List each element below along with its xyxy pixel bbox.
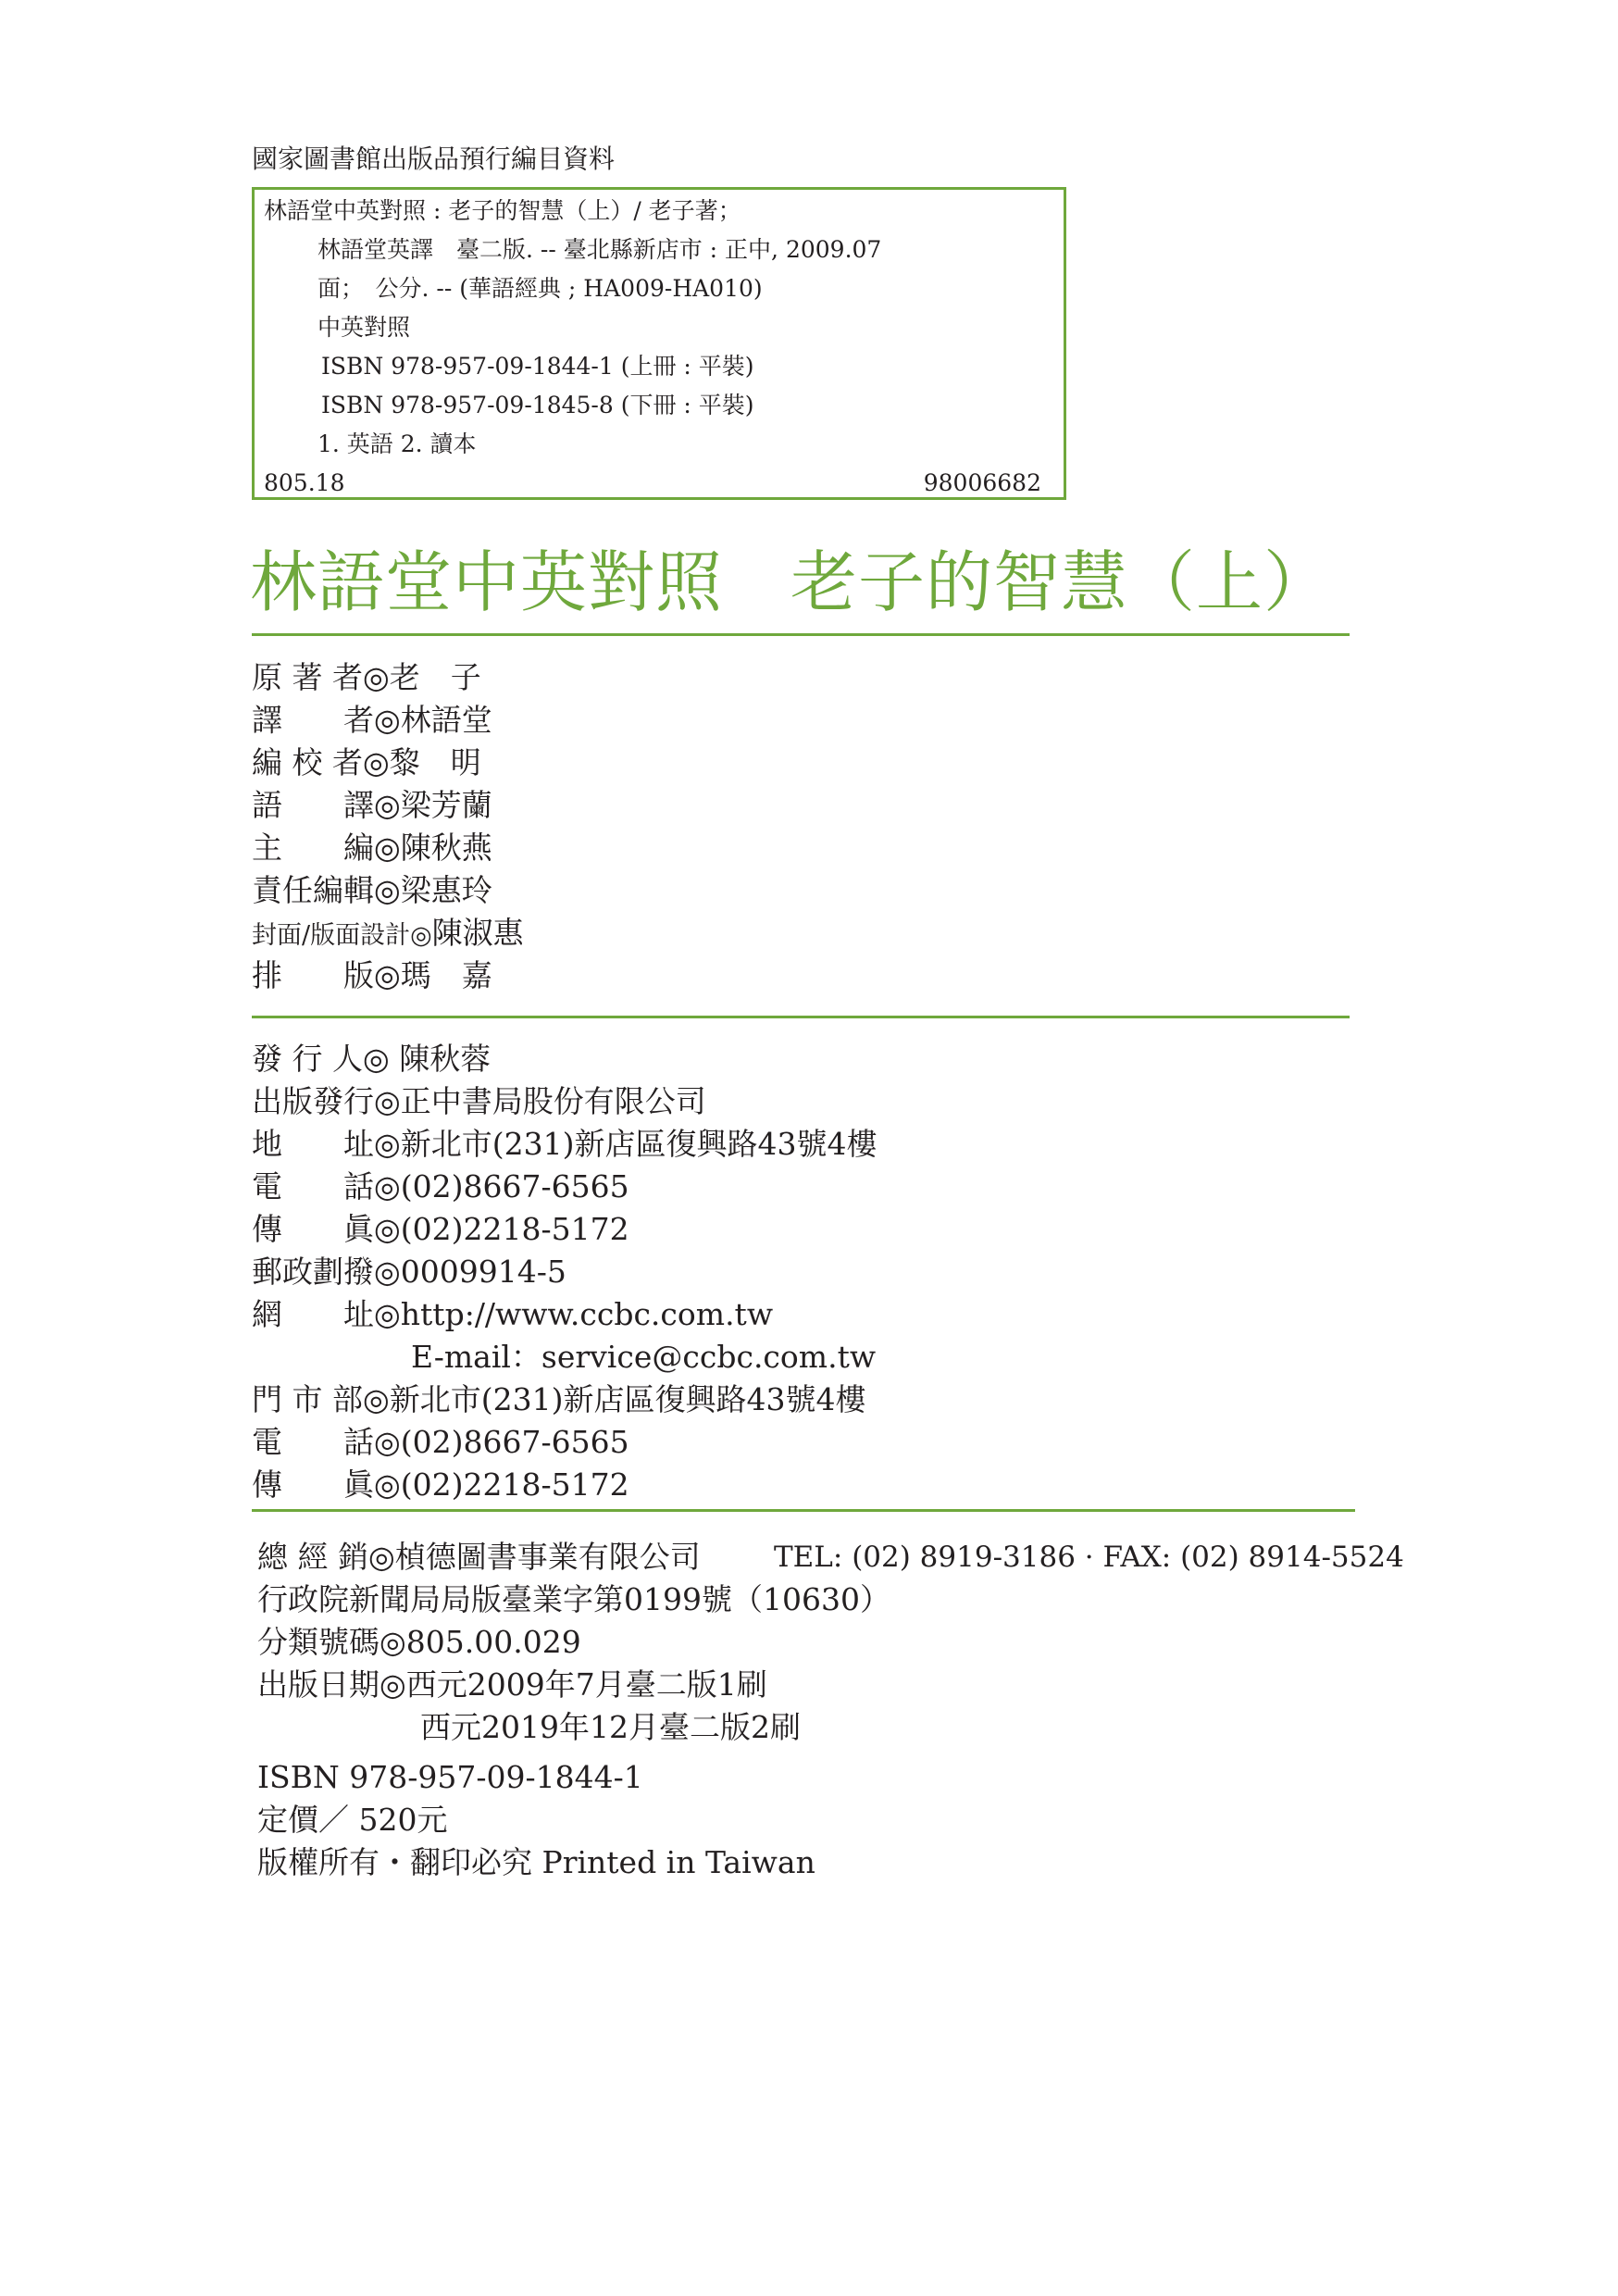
credit-label: 語 譯◎ [252, 787, 401, 823]
publisher-value: (02)2218-5172 [400, 1211, 629, 1247]
publisher-value: (02)8667-6565 [400, 1424, 629, 1460]
credit-value: 梁惠玲 [400, 872, 492, 908]
cip-line: ISBN 978-957-09-1845-8 (下冊 : 平裝) [321, 392, 754, 418]
cip-heading: 國家圖書館出版品預行編目資料 [252, 144, 616, 174]
publisher-row [252, 1124, 877, 1165]
website-link[interactable]: http://www.ccbc.com.tw [400, 1296, 774, 1332]
email-link[interactable]: E-mail：service@ccbc.com.tw [411, 1339, 877, 1375]
publisher-row [252, 1167, 629, 1207]
credit-label: 排 版◎ [252, 957, 401, 993]
credit-label: 編 校 者◎ [252, 744, 390, 780]
publisher-value: (02)2218-5172 [400, 1466, 629, 1503]
publisher-label: 網 址◎ [252, 1296, 401, 1332]
publisher-label: 郵政劃撥◎ [252, 1254, 401, 1290]
publisher-label: 門 市 部◎ [252, 1381, 390, 1417]
credit-row [252, 742, 481, 783]
credit-row [252, 955, 492, 996]
publisher-label: 發 行 人◎ [252, 1041, 400, 1077]
distributor-line: 總 經 銷◎楨德圖書事業有限公司 [257, 1539, 701, 1575]
publisher-label: 電 話◎ [252, 1424, 401, 1460]
publisher-row [252, 1422, 629, 1463]
publisher-label: 電 話◎ [252, 1168, 401, 1204]
cip-record-box [252, 187, 1066, 500]
publisher-label: 傳 眞◎ [252, 1211, 401, 1247]
publisher-row [252, 1209, 629, 1250]
class-code-line: 分類號碼◎805.00.029 [257, 1624, 581, 1660]
isbn-line: ISBN 978-957-09-1844-1 [257, 1759, 643, 1795]
credit-value: 林語堂 [400, 702, 492, 738]
credit-label: 主 編◎ [252, 830, 401, 866]
publisher-row [252, 1081, 706, 1122]
credit-row [252, 700, 492, 741]
pub-date-line: 出版日期◎西元2009年7月臺二版1刷 [257, 1666, 767, 1703]
price-line: 定價／ 520元 [257, 1802, 448, 1838]
credit-label: 責任編輯◎ [252, 872, 401, 908]
cip-record-number: 98006682 [923, 469, 1041, 496]
distributor-contact: TEL: (02) 8919-3186 · FAX: (02) 8914-5524 [774, 1541, 1404, 1574]
publisher-value: 新北市(231)新店區復興路43號4樓 [389, 1381, 866, 1417]
cip-line: 中英對照 [317, 314, 411, 341]
credit-row [252, 870, 492, 911]
credit-value: 瑪 嘉 [400, 957, 492, 993]
publisher-row [252, 1379, 866, 1420]
publisher-row [411, 1337, 876, 1378]
pub-date-line: 西元2019年12月臺二版2刷 [420, 1709, 801, 1745]
credit-value: 陳秋燕 [400, 830, 492, 866]
credit-label: 原 著 者◎ [252, 659, 390, 695]
credit-label: 封面/版面設計◎ [252, 921, 432, 950]
publisher-row [252, 1039, 491, 1079]
publisher-label: 出版發行◎ [252, 1083, 401, 1119]
cip-line: 1. 英語 2. 讀本 [317, 430, 477, 457]
divider [252, 633, 1350, 636]
publisher-value: 新北市(231)新店區復興路43號4樓 [400, 1126, 877, 1162]
publisher-label: 傳 眞◎ [252, 1466, 401, 1503]
credit-value: 老 子 [389, 659, 481, 695]
publisher-value: 0009914-5 [400, 1254, 566, 1290]
cip-line: 面； 公分. -- (華語經典 ; HA009-HA010) [317, 275, 763, 302]
publisher-row [252, 1294, 773, 1335]
publisher-value: 陳秋蓉 [399, 1041, 492, 1077]
credit-value: 梁芳蘭 [400, 787, 492, 823]
credit-row [252, 657, 481, 698]
divider [252, 1509, 1355, 1512]
publisher-row [252, 1252, 566, 1292]
credit-row [252, 913, 524, 956]
credit-value: 黎 明 [389, 744, 481, 780]
cip-classification: 805.18 [264, 469, 345, 496]
publisher-value: (02)8667-6565 [400, 1168, 629, 1204]
publisher-label: 地 址◎ [252, 1126, 401, 1162]
divider [252, 1016, 1350, 1018]
cip-line: ISBN 978-957-09-1844-1 (上冊 : 平裝) [321, 353, 754, 380]
publisher-row [252, 1465, 629, 1505]
credit-value: 陳淑惠 [431, 915, 524, 951]
license-line: 行政院新聞局局版臺業字第0199號（10630） [257, 1581, 890, 1617]
publisher-value: 正中書局股份有限公司 [400, 1083, 706, 1119]
book-title: 林語堂中英對照 老子的智慧（上） [250, 543, 1332, 621]
copyright-line: 版權所有・翻印必究 Printed in Taiwan [257, 1844, 815, 1880]
credit-row [252, 828, 492, 868]
cip-line: 林語堂英譯 臺二版. -- 臺北縣新店市 : 正中, 2009.07 [317, 236, 882, 263]
credit-row [252, 785, 492, 826]
cip-first-line: 林語堂中英對照 : 老子的智慧（上）/ 老子著； [264, 197, 741, 224]
credit-label: 譯 者◎ [252, 702, 401, 738]
